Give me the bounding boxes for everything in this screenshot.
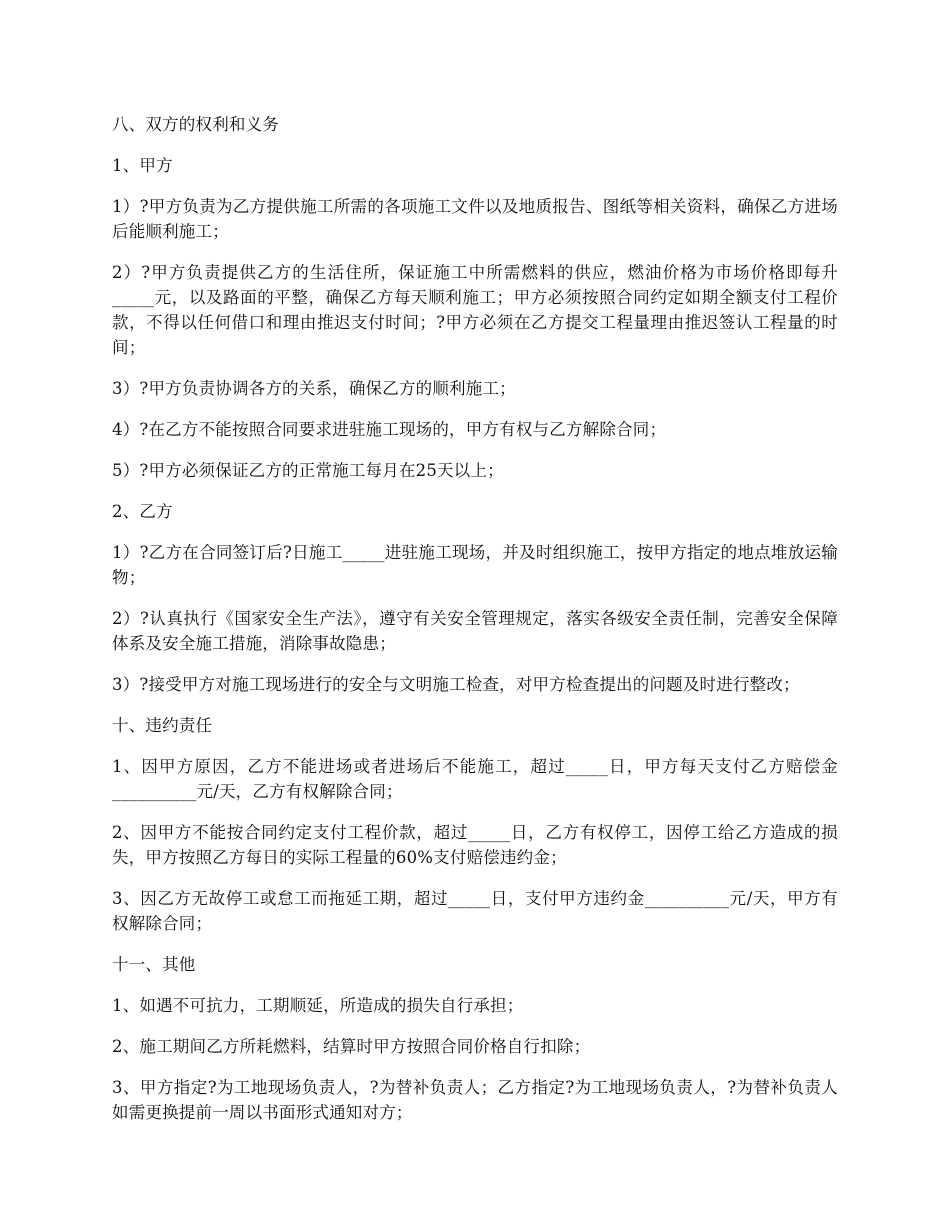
clause-paragraph: 1）?乙方在合同签订后?日施工_____进驻施工现场，并及时组织施工，按甲方指定的地点堆放运输物； bbox=[112, 543, 838, 587]
clause-paragraph: 3、甲方指定?为工地现场负责人，?为替补负责人；乙方指定?为工地现场负责人，?为替补负责人如需更换提前一周以书面形式通知对方； bbox=[112, 1078, 838, 1122]
clause-paragraph: 5）?甲方必须保证乙方的正常施工每月在25天以上； bbox=[112, 461, 504, 480]
section-heading-rights-obligations: 八、双方的权利和义务 bbox=[112, 115, 279, 134]
clause-paragraph: 3、因乙方无故停工或怠工而拖延工期，超过_____日，支付甲方违约金__________元/天，甲方有权解除合同； bbox=[112, 889, 838, 933]
clause-paragraph: 2）?认真执行《国家安全生产法》，遵守有关安全管理规定，落实各级安全责任制，完善安全保障体系及安全施工措施，消除事故隐患； bbox=[112, 609, 838, 653]
clause-paragraph: 2、因甲方不能按合同约定支付工程价款，超过_____日，乙方有权停工，因停工给乙方造成的损失，甲方按照乙方每日的实际工程量的60%支付赔偿违约金； bbox=[112, 823, 838, 867]
subsection-heading-party-a: 1、甲方 bbox=[112, 156, 173, 175]
clause-paragraph: 4）?在乙方不能按照合同要求进驻施工现场的，甲方有权与乙方解除合同； bbox=[112, 420, 667, 439]
section-heading-other: 十一、其他 bbox=[112, 955, 196, 974]
clause-paragraph: 1、因甲方原因，乙方不能进场或者进场后不能施工，超过_____日，甲方每天支付乙方赔偿金__________元/天，乙方有权解除合同； bbox=[112, 757, 838, 801]
clause-paragraph: 2）?甲方负责提供乙方的生活住所，保证施工中所需燃料的供应，燃油价格为市场价格即每升_____元，以及路面的平整，确保乙方每天顺利施工；甲方必须按照合同约定如期全额支付工程价款，不得以任何借口和理由推迟支付时间；?甲方必须在乙方提交工程量理由推迟签认工程量的时间； bbox=[112, 263, 838, 357]
document-body bbox=[112, 112, 838, 1141]
clause-paragraph: 3）?接受甲方对施工现场进行的安全与文明施工检查，对甲方检查提出的问题及时进行整改； bbox=[112, 675, 800, 694]
subsection-heading-party-b: 2、乙方 bbox=[112, 502, 173, 521]
clause-paragraph: 3）?甲方负责协调各方的关系，确保乙方的顺利施工； bbox=[112, 379, 516, 398]
clause-paragraph: 1、如遇不可抗力，工期顺延，所造成的损失自行承担； bbox=[112, 996, 524, 1015]
clause-paragraph: 1）?甲方负责为乙方提供施工所需的各项施工文件以及地质报告、图纸等相关资料，确保乙方进场后能顺利施工； bbox=[112, 197, 838, 241]
clause-paragraph: 2、施工期间乙方所耗燃料，结算时甲方按照合同价格自行扣除； bbox=[112, 1037, 591, 1056]
section-heading-liability: 十、违约责任 bbox=[112, 716, 213, 735]
